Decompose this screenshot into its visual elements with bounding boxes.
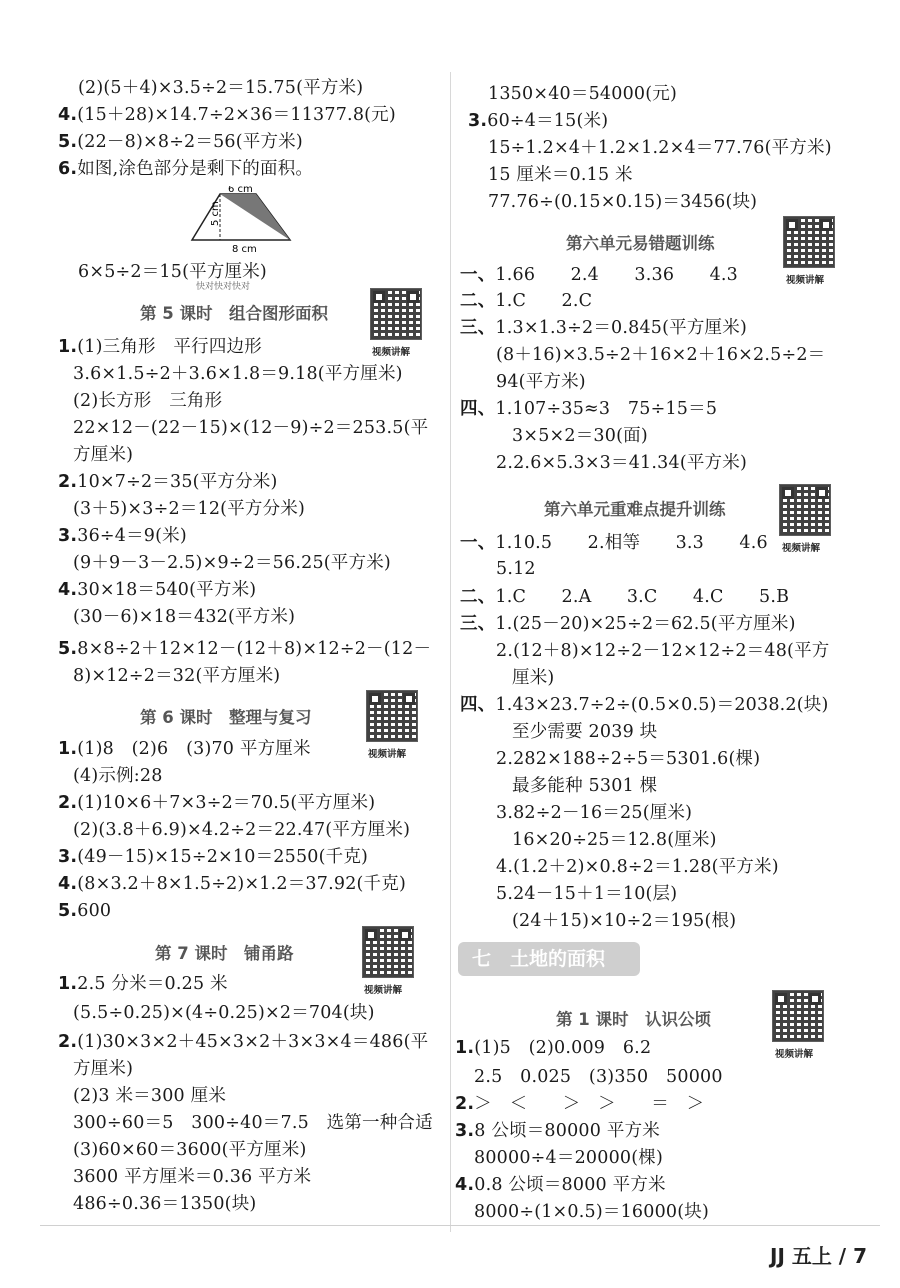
answer-line: 3×5×2＝30(面) — [512, 426, 648, 446]
answer-line: 一、1.10.5 2.相等 3.3 4.6 — [460, 533, 768, 553]
answer-line: 3.6×1.5÷2＋3.6×1.8＝9.18(平方厘米) — [73, 364, 403, 384]
section-title: 第六单元重难点提升训练 — [544, 500, 726, 519]
answer-line: 300÷60＝5 300÷40＝7.5 选第一种合适 — [73, 1113, 433, 1133]
answer-line: 3.(49－15)×15÷2×10＝2550(千克) — [58, 847, 369, 867]
answer-line: 二、1.C 2.C — [460, 291, 593, 311]
footer-rule — [40, 1225, 880, 1226]
qr-code-icon[interactable] — [779, 484, 831, 536]
answer-line: 一、1.66 2.4 3.36 4.3 — [460, 265, 738, 285]
answer-line: 至少需要 2039 块 — [512, 722, 658, 742]
answer-line: 三、1.3×1.3÷2＝0.845(平方厘米) — [460, 318, 747, 338]
answer-line: 8)×12÷2＝32(平方厘米) — [73, 666, 281, 686]
answer-line: 3600 平方厘米＝0.36 平方米 — [73, 1167, 312, 1187]
answer-line: (24＋15)×10÷2＝195(根) — [512, 911, 737, 931]
answer-line: 6×5÷2＝15(平方厘米) — [78, 262, 267, 282]
answer-line: (3)60×60＝3600(平方厘米) — [73, 1140, 307, 1160]
answer-line: 486÷0.36＝1350(块) — [73, 1194, 257, 1214]
stamp-text: 快对快对快对 — [196, 282, 251, 292]
answer-line: (4)示例:28 — [73, 766, 163, 786]
answer-line: 80000÷4＝20000(棵) — [474, 1148, 663, 1168]
answer-line: 3.82÷2－16＝25(厘米) — [496, 803, 693, 823]
answer-line: 4.(8×3.2＋8×1.5÷2)×1.2＝37.92(千克) — [58, 874, 406, 894]
answer-line: 2.5 0.025 (3)350 50000 — [474, 1067, 723, 1087]
answer-line: 2.(1)30×3×2＋45×3×2＋3×3×4＝486(平 — [58, 1032, 429, 1052]
qr-label: 视频讲解 — [368, 749, 407, 760]
figure-bottom-label: 8 cm — [232, 244, 257, 255]
answer-line: 5.(22－8)×8÷2＝56(平方米) — [58, 132, 303, 152]
qr-label: 视频讲解 — [786, 275, 825, 286]
qr-code-icon[interactable] — [362, 926, 414, 978]
answer-line: 2.(12＋8)×12÷2－12×12÷2＝48(平方 — [496, 641, 830, 661]
answer-line: 3.60÷4＝15(米) — [468, 111, 609, 131]
answer-line: 15÷1.2×4＋1.2×1.2×4＝77.76(平方米) — [488, 138, 832, 158]
section-title: 第六单元易错题训练 — [566, 234, 715, 253]
answer-line: (2)(3.8＋6.9)×4.2÷2＝22.47(平方厘米) — [73, 820, 411, 840]
unit-banner: 七 土地的面积 — [458, 942, 640, 976]
section-title: 第 1 课时 认识公顷 — [556, 1010, 711, 1029]
answer-line: 5.12 — [496, 559, 536, 579]
answer-line: 方厘米) — [73, 445, 134, 465]
answer-line: (3＋5)×3÷2＝12(平方分米) — [73, 499, 306, 519]
answer-line: 5.8×8÷2＋12×12－(12＋8)×12÷2－(12－ — [58, 639, 432, 659]
trapezoid-figure — [170, 186, 300, 260]
answer-line: 1350×40＝54000(元) — [488, 84, 677, 104]
answer-line: 4.(1.2＋2)×0.8÷2＝1.28(平方米) — [496, 857, 779, 877]
column-divider — [450, 72, 451, 1232]
answer-line: (8＋16)×3.5÷2＋16×2＋16×2.5÷2＝ — [496, 345, 826, 365]
answer-line: 3.8 公顷＝80000 平方米 — [455, 1121, 660, 1141]
answer-line: 1.(1)5 (2)0.009 6.2 — [455, 1038, 652, 1058]
answer-line: 四、1.107÷35≈3 75÷15＝5 — [460, 399, 718, 419]
answer-line: 94(平方米) — [496, 372, 586, 392]
section-title: 第 7 课时 铺甬路 — [155, 944, 294, 963]
answer-line: 5.600 — [58, 901, 112, 921]
answer-line: 三、1.(25－20)×25÷2＝62.5(平方厘米) — [460, 614, 796, 634]
answer-line: 厘米) — [512, 668, 555, 688]
answer-line: (2)3 米＝300 厘米 — [73, 1086, 227, 1106]
answer-line: (9＋9－3－2.5)×9÷2＝56.25(平方米) — [73, 553, 391, 573]
answer-line: 2.10×7÷2＝35(平方分米) — [58, 472, 278, 492]
section-title: 第 6 课时 整理与复习 — [140, 708, 312, 727]
answer-line: 2.(1)10×6＋7×3÷2＝70.5(平方厘米) — [58, 793, 376, 813]
answer-line: 四、1.43×23.7÷2÷(0.5×0.5)＝2038.2(块) — [460, 695, 829, 715]
qr-code-icon[interactable] — [783, 216, 835, 268]
section-title: 第 5 课时 组合图形面积 — [140, 304, 328, 323]
answer-line: 8000÷(1×0.5)＝16000(块) — [474, 1202, 710, 1222]
answer-line: 2.282×188÷2÷5＝5301.6(棵) — [496, 749, 761, 769]
answer-line: 2.2.6×5.3×3＝41.34(平方米) — [496, 453, 747, 473]
answer-line: (2)(5＋4)×3.5÷2＝15.75(平方米) — [78, 78, 364, 98]
qr-label: 视频讲解 — [775, 1049, 814, 1060]
answer-line: 1.2.5 分米＝0.25 米 — [58, 974, 228, 994]
qr-code-icon[interactable] — [772, 990, 824, 1042]
answer-line: 4.(15＋28)×14.7÷2×36＝11377.8(元) — [58, 105, 396, 125]
answer-line: (2)长方形 三角形 — [73, 391, 223, 411]
answer-line: 3.36÷4＝9(米) — [58, 526, 187, 546]
answer-line: 最多能种 5301 棵 — [512, 776, 658, 796]
answer-line: 5.24－15＋1＝10(层) — [496, 884, 678, 904]
answer-line: 22×12－(22－15)×(12－9)÷2＝253.5(平 — [73, 418, 429, 438]
figure-side-label: 5 cm — [210, 201, 221, 226]
answer-line: 2.＞ ＜ ＞ ＞ ＝ ＞ — [455, 1094, 705, 1114]
answer-line: (30－6)×18＝432(平方米) — [73, 607, 296, 627]
qr-code-icon[interactable] — [370, 288, 422, 340]
answer-line: 二、1.C 2.A 3.C 4.C 5.B — [460, 587, 790, 607]
answer-line: 方厘米) — [73, 1059, 134, 1079]
answer-line: 6.如图,涂色部分是剩下的面积。 — [58, 159, 314, 179]
answer-line: (5.5÷0.25)×(4÷0.25)×2＝704(块) — [73, 1003, 375, 1023]
answer-line: 16×20÷25＝12.8(厘米) — [512, 830, 717, 850]
answer-line: 15 厘米＝0.15 米 — [488, 165, 633, 185]
answer-line: 4.30×18＝540(平方米) — [58, 580, 257, 600]
qr-label: 视频讲解 — [782, 543, 821, 554]
page-footer: JJ 五上 / 7 — [770, 1244, 867, 1268]
answer-line: 1.(1)8 (2)6 (3)70 平方厘米 — [58, 739, 311, 759]
figure-top-label: 6 cm — [228, 186, 253, 195]
answer-line: 4.0.8 公顷＝8000 平方米 — [455, 1175, 666, 1195]
answer-line: 1.(1)三角形 平行四边形 — [58, 337, 262, 357]
qr-label: 视频讲解 — [372, 347, 411, 358]
answer-line: 77.76÷(0.15×0.15)＝3456(块) — [488, 192, 758, 212]
qr-code-icon[interactable] — [366, 690, 418, 742]
qr-label: 视频讲解 — [364, 985, 403, 996]
